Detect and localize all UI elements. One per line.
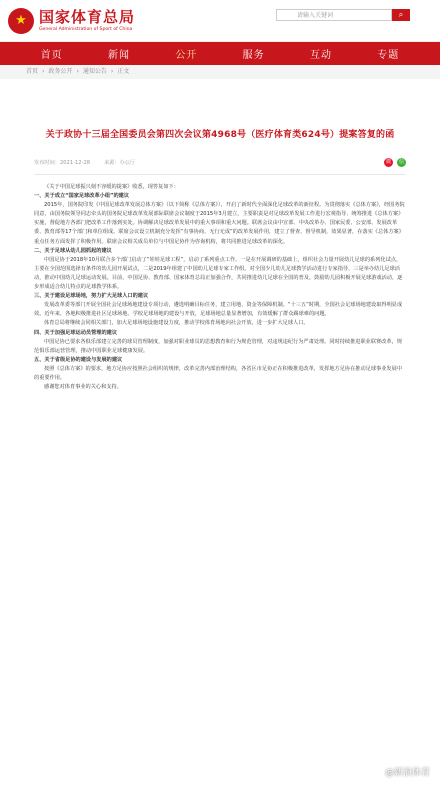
- article-source: 来源：办公厅: [104, 160, 136, 166]
- breadcrumb: [0, 65, 440, 79]
- breadcrumb-separator: ›: [42, 68, 45, 75]
- section-heading: 一、关于成立“国家足球改革小组”的建议: [34, 193, 130, 200]
- main-nav: [0, 42, 440, 65]
- share-bar: [384, 158, 406, 167]
- publish-date: 发布时间：2021-12-28: [34, 160, 91, 166]
- article-title: 关于政协十三届全国委员会第四次会议第4968号（医疗体育类624号）提案答复的函: [45, 130, 395, 140]
- nav-interaction[interactable]: 互动: [309, 50, 332, 61]
- logo-chinese: 国家体育总局: [39, 7, 136, 26]
- search-input[interactable]: 请输入关键词: [276, 9, 392, 21]
- paragraph: 按照《总体方案》的要求，地方足协应按照社会组织的规律，改革完善内部治理结构，各省区市足协正在积极推进改革，发挥地方足协在推动足球事业发展中的重要作用。: [34, 365, 402, 381]
- section-heading: 三、关于建设足球场地，努力扩大足球人口的建议: [34, 293, 149, 300]
- paragraph: 《关于中国足球振兴刻不容缓的提案》收悉，现答复如下：: [44, 184, 179, 190]
- article-meta: [34, 158, 406, 175]
- nav-topics[interactable]: 专题: [377, 50, 400, 61]
- nav-home[interactable]: 首页: [40, 50, 63, 61]
- wechat-share-icon[interactable]: 信: [398, 159, 404, 165]
- weibo-share-icon[interactable]: 微: [385, 159, 391, 165]
- article-container: [10, 79, 430, 392]
- breadcrumb-current: 正文: [117, 68, 130, 75]
- emblem-icon: ★: [8, 8, 34, 34]
- site-logo[interactable]: [39, 9, 135, 33]
- breadcrumb-separator: ›: [110, 68, 114, 75]
- breadcrumb-public[interactable]: 政务公开: [48, 68, 73, 75]
- site-header: [0, 0, 440, 42]
- search-button[interactable]: [392, 9, 410, 21]
- paragraph: 中国足协于2018年10月联合多个部门启动了“娃娃足球工程”，启动了系列重点工作。一是在开展调研的基础上，组织社会力量开展幼儿足球的系列化试点，主要在全国范围选择有条件的幼儿园开展试点，二是2019年组建了中国幼儿足球专家工作组。对全国少儿幼儿足球教学活动进行专家指导，三是举办幼儿足球活动，推动中国幼儿足球运动发展。目前，中国足协、教育部、国家体育总局正加强合作，共同推进幼儿足球在全国的普及，鼓励幼儿园积极开展足球游戏活动，逐步形成适合幼儿特点的足球教学体系。: [34, 256, 403, 291]
- section-heading: 二、关于足球从幼儿园抓起的建议: [34, 247, 112, 254]
- breadcrumb-home[interactable]: 首页: [26, 68, 39, 75]
- paragraph: 发展改革委等部门开展全国社会足球场地建设专项行动，遴选明确目标任务，建立用地、资金等保障机制。“十三五”时期，全国社会足球场地建设取得明显成效。近年来，各地积极推进社区足球场地、学校足球场地的建设与开放，足球场地总量显著增加，有效缓解了群众踢球难的问题。: [34, 302, 403, 318]
- search-icon: ⌕: [398, 10, 404, 19]
- watermark: @新浪体育: [384, 768, 430, 778]
- nav-service[interactable]: 服务: [242, 50, 265, 61]
- logo-english: General Administration of Sport of China: [39, 26, 133, 32]
- article-body: [34, 183, 406, 392]
- breadcrumb-notice[interactable]: 通知公告: [82, 68, 107, 75]
- breadcrumb-separator: ›: [76, 68, 79, 75]
- paragraph: 2015年，国务院印发《中国足球改革发展总体方案》（以下简称《总体方案》），开启了新时代全面深化足球改革的新征程。为贯彻落实《总体方案》，经国务院同意，由国务院领导同志牵头的国务院足球改革发展部际联席会议制度于2015年3月建立，主要职责是对足球改革发展工作进行宏观指导、统筹推进《总体方案》实施，督促地方各部门把改革工作落到实处。协调解决足球改革发展中的重大事项和重大问题。联席会议由中宣部、中央改革办、国家民委、公安部、发展改革委、教育部等17个部门和单位组成。联席会议设立机制充分发挥“有事协商、无行无成”的改革发展作用，建立了督查、督导机制，效果显著，在落实《总体方案》重点任务方面发挥了积极作用。联席会议相关成员单位与中国足协作为咨询机构，将共同推进足球改革的深化。: [34, 202, 405, 245]
- section-heading: 四、关于加强足球运动员管理的建议: [34, 329, 118, 336]
- paragraph: 中国足协已要求各俱乐部建立完善的球员管理制度，加强对职业球员的思想教育和行为规范管理，对违规违纪行为严肃处理。同时持续推进职业联赛改革，规范俱乐部运营管理，推动中国职业足球健康发展。: [34, 338, 402, 354]
- section-heading: 五、关于省级足协的建设与发展的建议: [34, 356, 123, 363]
- paragraph: 体育总局将继续会同相关部门，加大足球场地设施建设力度，推动学校体育场地向社会开放，进一步扩大足球人口。: [44, 320, 309, 327]
- nav-news[interactable]: 新闻: [107, 50, 130, 61]
- nav-public[interactable]: 公开: [175, 50, 198, 61]
- closing-line: 感谢您对体育事业的关心和支持。: [44, 384, 122, 391]
